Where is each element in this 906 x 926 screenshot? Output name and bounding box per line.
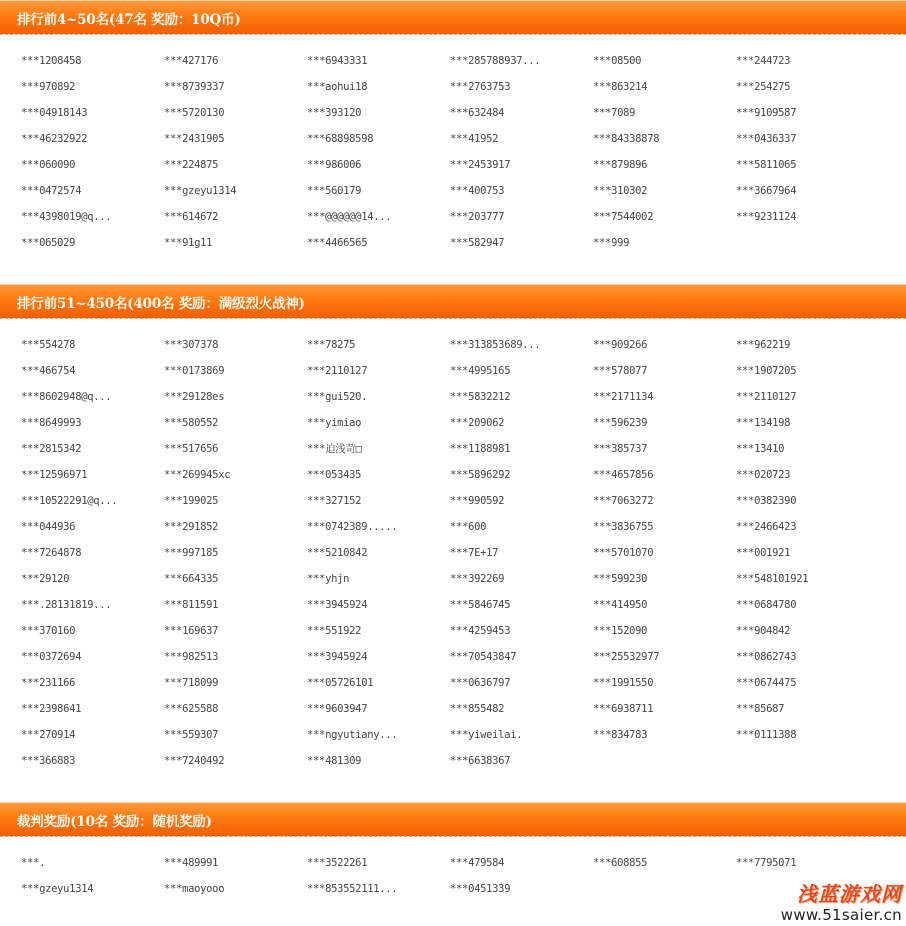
winner-entry: ***489991 [164,857,219,869]
winner-entry: ***879896 [593,159,648,171]
winner-entry: ***053435 [307,469,362,481]
winner-entry: ***2110127 [307,365,368,377]
divider [0,318,906,319]
winner-entry: ***2453917 [450,159,511,171]
winner-entry: ***909266 [593,339,648,351]
winner-entry: ***5210842 [307,547,368,559]
winner-entry: ***427176 [164,55,219,67]
winner-entry: ***29120 [21,573,70,585]
winner-entry: ***962219 [736,339,791,351]
winner-entry: ***迫浅苛□ [307,443,362,455]
winner-entry: ***001921 [736,547,791,559]
winner-entry: ***0382390 [736,495,797,507]
winner-entry: ***020723 [736,469,791,481]
winner-entry: ***982513 [164,651,219,663]
section-rank-51-450 [0,284,906,774]
winner-entry: ***664335 [164,573,219,585]
winner-entry: ***4657856 [593,469,654,481]
winner-entry: ***393120 [307,107,362,119]
winner-entry: ***614672 [164,211,219,223]
winner-entry: ***600 [450,521,487,533]
winner-entry: ***04918143 [21,107,88,119]
winner-entry: ***270914 [21,729,76,741]
winner-entry: ***gzeyu1314 [21,883,94,895]
winner-entry: ***4466565 [307,237,368,249]
winner-entry: ***0636797 [450,677,511,689]
winner-entry: ***169637 [164,625,219,637]
winner-entry: ***29128es [164,391,225,403]
winner-entry: ***. [21,857,46,869]
winner-entry: ***366883 [21,755,76,767]
winner-entry: ***7544002 [593,211,654,223]
winner-entry: ***yhjn [307,573,350,585]
winner-entry: ***46232922 [21,133,88,145]
winner-entry: ***10522291@q... [21,495,118,507]
winner-entry: ***834783 [593,729,648,741]
winner-entry: ***559307 [164,729,219,741]
winner-entry: ***310302 [593,185,648,197]
winner-entry: ***999 [593,237,630,249]
winner-entry: ***ngyutiany... [307,729,398,741]
winner-entry: ***3836755 [593,521,654,533]
winner-entry: ***327152 [307,495,362,507]
winner-entry: ***863214 [593,81,648,93]
winner-entry: ***0742389..... [307,521,398,533]
winner-entry: ***7E+17 [450,547,499,559]
section-referee-reward [0,802,906,902]
section-rank-4-50 [0,0,906,256]
winner-entry: ***maoyooo [164,883,225,895]
winner-entry: ***6938711 [593,703,654,715]
winner-entry: ***209062 [450,417,505,429]
winner-entry: ***68898598 [307,133,374,145]
winner-entry: ***2466423 [736,521,797,533]
winner-entry: ***0674475 [736,677,797,689]
winner-entry: ***0173869 [164,365,225,377]
winner-entry: ***3522261 [307,857,368,869]
winner-entry: ***2815342 [21,443,82,455]
winner-entry: ***12596971 [21,469,88,481]
winner-entry: ***385737 [593,443,648,455]
section-title: 排行前51~450名(400名 奖励：满级烈火战神) [17,296,305,312]
winner-entry: ***285788937... [450,55,541,67]
winner-entry: ***5832212 [450,391,511,403]
winner-entry: ***9109587 [736,107,797,119]
section-header [0,284,906,318]
winner-entry: ***3945924 [307,599,368,611]
winner-entry: ***2110127 [736,391,797,403]
winner-grid [0,332,906,774]
winner-entry: ***392269 [450,573,505,585]
watermark-brand: 浅蓝游戏网 [797,882,902,906]
winner-grid [0,850,906,902]
winner-entry: ***582947 [450,237,505,249]
winner-entry: ***551922 [307,625,362,637]
winner-entry: ***904842 [736,625,791,637]
winner-entry: ***152090 [593,625,648,637]
winner-entry: ***718099 [164,677,219,689]
winner-entry: ***5896292 [450,469,511,481]
winner-entry: ***1991550 [593,677,654,689]
winner-entry: ***548101921 [736,573,809,585]
winner-entry: ***85687 [736,703,785,715]
winner-entry: ***554278 [21,339,76,351]
winner-entry: ***065029 [21,237,76,249]
winner-entry: ***855482 [450,703,505,715]
winner-entry: ***7264878 [21,547,82,559]
winner-entry: ***0372694 [21,651,82,663]
winner-grid [0,48,906,256]
winner-entry: ***5720130 [164,107,225,119]
winner-entry: ***3945924 [307,651,368,663]
winner-entry: ***560179 [307,185,362,197]
winner-entry: ***13410 [736,443,785,455]
winner-entry: ***291852 [164,521,219,533]
winner-entry: ***8739337 [164,81,225,93]
winner-entry: ***yiweilai. [450,729,523,741]
winner-entry: ***1907205 [736,365,797,377]
winner-entry: ***578077 [593,365,648,377]
winner-entry: ***7795071 [736,857,797,869]
winner-entry: ***400753 [450,185,505,197]
winner-entry: ***414950 [593,599,648,611]
winner-entry: ***0451339 [450,883,511,895]
winner-entry: ***970892 [21,81,76,93]
winner-entry: ***853552111... [307,883,398,895]
winner-entry: ***625588 [164,703,219,715]
winner-entry: ***990592 [450,495,505,507]
winner-entry: ***78275 [307,339,356,351]
winner-entry: ***0472574 [21,185,82,197]
winner-entry: ***3667964 [736,185,797,197]
winner-entry: ***5846745 [450,599,511,611]
winner-entry: ***9231124 [736,211,797,223]
winner-entry: ***7089 [593,107,636,119]
winner-entry: ***997185 [164,547,219,559]
winner-entry: ***0862743 [736,651,797,663]
winner-entry: ***84338878 [593,133,660,145]
winner-entry: ***517656 [164,443,219,455]
winner-entry: ***25532977 [593,651,660,663]
winner-entry: ***307378 [164,339,219,351]
divider [0,34,906,35]
winner-entry: ***0111388 [736,729,797,741]
winner-entry: ***.28131819... [21,599,112,611]
winner-entry: ***6943331 [307,55,368,67]
winner-entry: ***4259453 [450,625,511,637]
winner-entry: ***2763753 [450,81,511,93]
winner-entry: ***224875 [164,159,219,171]
section-title: 排行前4~50名(47名 奖励：10Q币) [17,12,241,28]
winner-entry: ***05726101 [307,677,374,689]
winner-entry: ***313853689... [450,339,541,351]
winner-entry: ***580552 [164,417,219,429]
winner-entry: ***7063272 [593,495,654,507]
winner-entry: ***7240492 [164,755,225,767]
divider [0,836,906,837]
winner-entry: ***481309 [307,755,362,767]
winner-entry: ***1208458 [21,55,82,67]
site-watermark [781,882,902,924]
winner-entry: ***2398641 [21,703,82,715]
winner-entry: ***5811065 [736,159,797,171]
winner-entry: ***203777 [450,211,505,223]
winner-entry: ***70543847 [450,651,517,663]
winner-entry: ***4995165 [450,365,511,377]
winner-entry: ***gui520. [307,391,368,403]
section-header [0,802,906,836]
winner-entry: ***231166 [21,677,76,689]
winner-entry: ***2431905 [164,133,225,145]
winner-entry: ***aohui18 [307,81,368,93]
winner-entry: ***8602948@q... [21,391,112,403]
winner-entry: ***199025 [164,495,219,507]
winner-entry: ***4398019@q... [21,211,112,223]
winner-entry: ***2171134 [593,391,654,403]
winner-entry: ***@@@@@@14... [307,211,392,223]
winner-entry: ***044936 [21,521,76,533]
winner-entry: ***08500 [593,55,642,67]
section-title: 裁判奖励(10名 奖励：随机奖励) [17,814,212,830]
section-header [0,0,906,34]
winner-entry: ***254275 [736,81,791,93]
winner-entry: ***466754 [21,365,76,377]
winner-entry: ***596239 [593,417,648,429]
winner-entry: ***5701070 [593,547,654,559]
winner-entry: ***244723 [736,55,791,67]
winner-entry: ***8649993 [21,417,82,429]
winner-entry: ***41952 [450,133,499,145]
winner-entry: ***811591 [164,599,219,611]
winner-entry: ***0684780 [736,599,797,611]
winner-entry: ***599230 [593,573,648,585]
winner-entry: ***9603947 [307,703,368,715]
winner-entry: ***91g11 [164,237,213,249]
winner-entry: ***gzeyu1314 [164,185,237,197]
winner-entry: ***134198 [736,417,791,429]
winner-entry: ***0436337 [736,133,797,145]
watermark-url: www.51saier.cn [780,906,902,924]
winner-entry: ***479584 [450,857,505,869]
winner-entry: ***yimiao [307,417,362,429]
winner-entry: ***608855 [593,857,648,869]
winner-entry: ***269945xc [164,469,231,481]
winner-entry: ***370160 [21,625,76,637]
winner-entry: ***1188981 [450,443,511,455]
winner-entry: ***986006 [307,159,362,171]
winner-entry: ***632484 [450,107,505,119]
winner-entry: ***6638367 [450,755,511,767]
winner-entry: ***060090 [21,159,76,171]
